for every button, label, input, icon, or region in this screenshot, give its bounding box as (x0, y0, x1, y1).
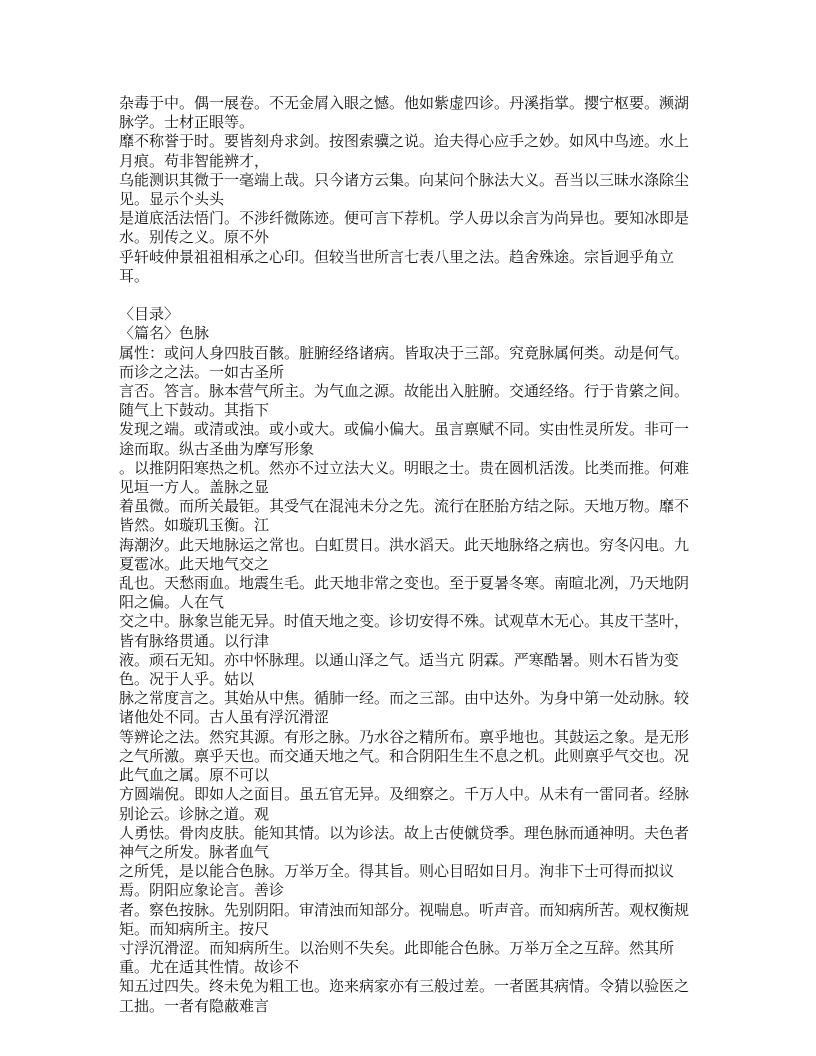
body-line: 之所凭，是以能合色脉。万举万全。得其旨。则心目昭如日月。洵非下士可得而拟议焉。阴阳应象论言。善诊 (119, 862, 675, 900)
body-line: 言否。答言。脉本营气所主。为气血之源。故能出入脏腑。交通经络。行于肯綮之间。随气上下鼓动。其指下 (119, 382, 690, 420)
body-line: 海潮汐。此天地脉运之常也。白虹贯日。洪水滔天。此天地脉络之病也。穷冬闪电。九夏雹冰。此天地气交之 (119, 535, 690, 573)
body-line: 乱也。天愁雨血。地震生毛。此天地非常之变也。至于夏暑冬寒。南暄北冽，乃天地阴阳之偏。人在气 (119, 574, 690, 612)
body-line: 交之中。脉象岂能无异。时值天地之变。诊切安得不殊。试观草木无心。其皮干茎叶，皆有脉络贯通。以行津 (119, 612, 690, 650)
body-line: 。以推阴阳寒热之机。然亦不过立法大义。明眼之士。贵在圆机活泼。比类而推。何难见垣一方人。盖脉之显 (119, 458, 690, 497)
body-line: 之气所激。禀乎天也。而交通天地之气。和合阴阳生生不息之机。此则禀乎气交也。况此气血之属。原不可以 (119, 746, 690, 785)
toc-heading: 〈目录〉 (119, 305, 180, 324)
body-line: 属性：或问人身四肢百骸。脏腑经络诸病。皆取决于三部。究竟脉属何类。动是何气。而诊之之法。一如古圣所 (119, 343, 690, 381)
body-line: 液。顽石无知。亦中怀脉理。以通山泽之气。适当亢 阴霖。严寒酷暑。则木石皆为变色。况于人乎。姑以 (119, 650, 679, 689)
body-line: 者。察色按脉。先别阴阳。审清浊而知部分。视喘息。听声音。而知病所苦。观权衡规矩。而知病所主。按尺 (119, 900, 690, 938)
body-line: 方圆端倪。即如人之面目。虽五官无异。及细察之。千万人中。从未有一雷同者。经脉别论云。诊脉之道。观 (119, 785, 690, 823)
intro-line: 杂毒于中。偶一展卷。不无金屑入眼之憾。他如紫虚四诊。丹溪指掌。撄宁枢要。濒湖脉学。士材正眼等。 (119, 94, 690, 132)
intro-line: 乎轩岐仲景祖祖相承之心印。但较当世所言七表八里之法。趋舍殊途。宗旨迥乎角立耳。 (119, 247, 675, 285)
body-line: 寸浮沉滑涩。而知病所生。以治则不失矣。此即能合色脉。万举万全之互辞。然其所重。尤在适其性情。故诊不 (119, 938, 675, 977)
intro-line: 乌能测识其微于一毫端上哉。只今诸方云集。向某问个脉法大义。吾当以三昧水涤除尘见。显示个头头 (119, 170, 690, 209)
body-line: 人勇怯。骨肉皮肤。能知其情。以为诊法。故上古使僦贷季。理色脉而通神明。夫色者神气之所发。脉者血气 (119, 823, 690, 861)
paragraph-spacer (119, 286, 703, 305)
body-line: 知五过四失。终未免为粗工也。迩来病家亦有三般过差。一者匿其病情。令猜以验医之工拙。一者有隐蔽难言 (119, 977, 690, 1015)
chapter-heading: 〈篇名〉色脉 (119, 324, 210, 343)
body-line: 脉之常度言之。其始从中焦。循肺一经。而之三部。由中达外。为身中第一处动脉。较诸他处不同。古人虽有浮沉滑涩 (119, 689, 690, 727)
intro-line: 靡不称誉于时。要皆刻舟求剑。按图索骥之说。迨夫得心应手之妙。如风中鸟迹。水上月痕。苟非智能辨才， (119, 132, 690, 170)
body-line: 着虽微。而所关最钜。其受气在混沌未分之先。流行在胚胎方结之际。天地万物。靡不皆然。如璇玑玉衡。江 (119, 497, 690, 535)
body-line: 等辨论之法。然究其源。有形之脉。乃水谷之精所布。禀乎地也。其鼓运之象。是无形 (119, 727, 690, 746)
document-page (119, 94, 703, 1016)
intro-line: 是道底活法悟门。不涉纤微陈迹。便可言下荐机。学人毋以余言为尚异也。要知冰即是水。别传之义。原不外 (119, 209, 690, 247)
body-line: 发现之端。或清或浊。或小或大。或偏小偏大。虽言禀赋不同。实由性灵所发。非可一途而取。纵古圣曲为摩写形象 (119, 420, 690, 458)
